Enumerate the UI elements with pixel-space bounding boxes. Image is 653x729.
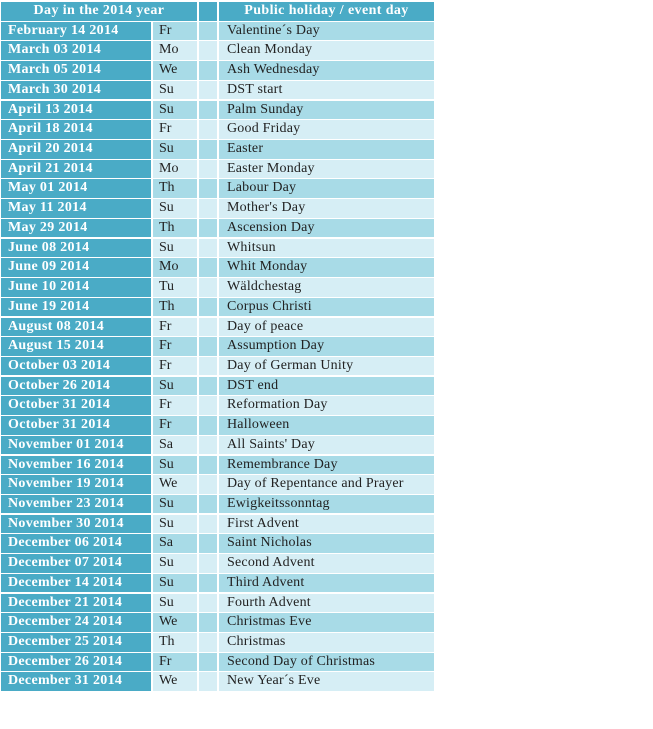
weekday-cell: Su (153, 495, 197, 514)
spacer-cell (199, 396, 217, 415)
spacer-cell (199, 278, 217, 297)
event-cell: Ash Wednesday (219, 61, 434, 80)
spacer-cell (199, 436, 217, 455)
date-cell: November 30 2014 (1, 515, 151, 534)
date-cell: November 23 2014 (1, 495, 151, 514)
table-row (1, 239, 434, 259)
header-spacer (199, 2, 217, 21)
table-row (1, 554, 434, 574)
table-row (1, 534, 434, 554)
date-cell: November 16 2014 (1, 456, 151, 475)
event-cell: Valentine´s Day (219, 22, 434, 41)
event-cell: New Year´s Eve (219, 672, 434, 691)
weekday-cell: Su (153, 101, 197, 120)
weekday-cell: Su (153, 456, 197, 475)
table-row (1, 318, 434, 338)
spacer-cell (199, 377, 217, 396)
spacer-cell (199, 613, 217, 632)
table-row (1, 101, 434, 121)
event-cell: Third Advent (219, 574, 434, 593)
weekday-cell: Su (153, 199, 197, 218)
spacer-cell (199, 61, 217, 80)
table-row (1, 120, 434, 140)
spacer-cell (199, 515, 217, 534)
table-row (1, 357, 434, 377)
table-row (1, 377, 434, 397)
date-cell: March 03 2014 (1, 41, 151, 60)
weekday-cell: Mo (153, 160, 197, 179)
table-row (1, 61, 434, 81)
weekday-cell: We (153, 61, 197, 80)
event-cell: Ewigkeitssonntag (219, 495, 434, 514)
table-row (1, 653, 434, 673)
spacer-cell (199, 416, 217, 435)
event-cell: Day of German Unity (219, 357, 434, 376)
spacer-cell (199, 219, 217, 238)
event-cell: Easter Monday (219, 160, 434, 179)
event-cell: Ascension Day (219, 219, 434, 238)
table-row (1, 613, 434, 633)
date-cell: December 24 2014 (1, 613, 151, 632)
date-cell: August 15 2014 (1, 337, 151, 356)
spacer-cell (199, 179, 217, 198)
weekday-cell: Fr (153, 357, 197, 376)
table-row (1, 199, 434, 219)
event-cell: Assumption Day (219, 337, 434, 356)
weekday-cell: Mo (153, 258, 197, 277)
date-cell: December 07 2014 (1, 554, 151, 573)
spacer-cell (199, 672, 217, 691)
event-cell: Whitsun (219, 239, 434, 258)
spacer-cell (199, 81, 217, 100)
weekday-cell: Su (153, 554, 197, 573)
weekday-cell: Th (153, 179, 197, 198)
date-cell: June 08 2014 (1, 239, 151, 258)
date-cell: April 18 2014 (1, 120, 151, 139)
table-row (1, 515, 434, 535)
weekday-cell: Fr (153, 120, 197, 139)
table-row (1, 633, 434, 653)
date-cell: October 26 2014 (1, 377, 151, 396)
spacer-cell (199, 160, 217, 179)
spacer-cell (199, 574, 217, 593)
spacer-cell (199, 298, 217, 317)
table-row (1, 416, 434, 436)
spacer-cell (199, 120, 217, 139)
date-cell: December 14 2014 (1, 574, 151, 593)
event-cell: Fourth Advent (219, 594, 434, 613)
date-cell: December 06 2014 (1, 534, 151, 553)
spacer-cell (199, 534, 217, 553)
event-cell: Easter (219, 140, 434, 159)
event-cell: Corpus Christi (219, 298, 434, 317)
weekday-cell: Mo (153, 41, 197, 60)
spacer-cell (199, 22, 217, 41)
date-cell: November 01 2014 (1, 436, 151, 455)
weekday-cell: Su (153, 515, 197, 534)
date-cell: June 19 2014 (1, 298, 151, 317)
spacer-cell (199, 101, 217, 120)
event-cell: Palm Sunday (219, 101, 434, 120)
spacer-cell (199, 258, 217, 277)
weekday-cell: Fr (153, 416, 197, 435)
weekday-cell: Fr (153, 653, 197, 672)
table-row (1, 672, 434, 692)
weekday-cell: Th (153, 298, 197, 317)
spacer-cell (199, 41, 217, 60)
event-cell: Second Advent (219, 554, 434, 573)
spacer-cell (199, 594, 217, 613)
table-row (1, 179, 434, 199)
table-row (1, 594, 434, 614)
date-cell: December 25 2014 (1, 633, 151, 652)
weekday-cell: Su (153, 574, 197, 593)
event-cell: Wäldchestag (219, 278, 434, 297)
date-cell: March 05 2014 (1, 61, 151, 80)
date-cell: May 01 2014 (1, 179, 151, 198)
table-row (1, 140, 434, 160)
date-cell: March 30 2014 (1, 81, 151, 100)
date-cell: December 31 2014 (1, 672, 151, 691)
date-cell: June 09 2014 (1, 258, 151, 277)
table-row (1, 219, 434, 239)
weekday-cell: Su (153, 594, 197, 613)
date-cell: May 29 2014 (1, 219, 151, 238)
date-cell: February 14 2014 (1, 22, 151, 41)
event-cell: Halloween (219, 416, 434, 435)
event-cell: Saint Nicholas (219, 534, 434, 553)
event-cell: All Saints' Day (219, 436, 434, 455)
table-header (1, 2, 434, 22)
date-cell: May 11 2014 (1, 199, 151, 218)
spacer-cell (199, 653, 217, 672)
table-row (1, 81, 434, 101)
event-cell: Remembrance Day (219, 456, 434, 475)
spacer-cell (199, 633, 217, 652)
table-row (1, 160, 434, 180)
spacer-cell (199, 337, 217, 356)
weekday-cell: Fr (153, 318, 197, 337)
weekday-cell: Sa (153, 534, 197, 553)
spacer-cell (199, 357, 217, 376)
weekday-cell: We (153, 475, 197, 494)
weekday-cell: Th (153, 633, 197, 652)
date-cell: April 13 2014 (1, 101, 151, 120)
date-cell: April 20 2014 (1, 140, 151, 159)
spacer-cell (199, 140, 217, 159)
table-row (1, 574, 434, 594)
weekday-cell: Su (153, 239, 197, 258)
weekday-cell: We (153, 613, 197, 632)
table-body (1, 22, 434, 692)
date-cell: October 31 2014 (1, 416, 151, 435)
weekday-cell: Fr (153, 22, 197, 41)
date-cell: August 08 2014 (1, 318, 151, 337)
event-cell: DST end (219, 377, 434, 396)
table-row (1, 278, 434, 298)
spacer-cell (199, 456, 217, 475)
header-day-column: Day in the 2014 year (1, 2, 197, 21)
weekday-cell: Fr (153, 396, 197, 415)
date-cell: October 03 2014 (1, 357, 151, 376)
event-cell: Mother's Day (219, 199, 434, 218)
spacer-cell (199, 554, 217, 573)
date-cell: November 19 2014 (1, 475, 151, 494)
weekday-cell: Su (153, 81, 197, 100)
event-cell: Christmas Eve (219, 613, 434, 632)
event-cell: Whit Monday (219, 258, 434, 277)
table-row (1, 22, 434, 42)
table-row (1, 436, 434, 456)
table-row (1, 475, 434, 495)
spacer-cell (199, 199, 217, 218)
table-row (1, 456, 434, 476)
holiday-table (1, 2, 434, 692)
weekday-cell: Su (153, 140, 197, 159)
table-row (1, 396, 434, 416)
date-cell: April 21 2014 (1, 160, 151, 179)
table-row (1, 337, 434, 357)
event-cell: Day of peace (219, 318, 434, 337)
weekday-cell: We (153, 672, 197, 691)
table-row (1, 258, 434, 278)
event-cell: DST start (219, 81, 434, 100)
weekday-cell: Tu (153, 278, 197, 297)
weekday-cell: Su (153, 377, 197, 396)
event-cell: Second Day of Christmas (219, 653, 434, 672)
weekday-cell: Th (153, 219, 197, 238)
spacer-cell (199, 239, 217, 258)
event-cell: Reformation Day (219, 396, 434, 415)
table-row (1, 298, 434, 318)
event-cell: Christmas (219, 633, 434, 652)
event-cell: Labour Day (219, 179, 434, 198)
table-row (1, 495, 434, 515)
spacer-cell (199, 495, 217, 514)
date-cell: December 21 2014 (1, 594, 151, 613)
event-cell: Clean Monday (219, 41, 434, 60)
weekday-cell: Fr (153, 337, 197, 356)
date-cell: October 31 2014 (1, 396, 151, 415)
event-cell: Day of Repentance and Prayer (219, 475, 434, 494)
event-cell: First Advent (219, 515, 434, 534)
table-row (1, 41, 434, 61)
date-cell: June 10 2014 (1, 278, 151, 297)
spacer-cell (199, 318, 217, 337)
date-cell: December 26 2014 (1, 653, 151, 672)
header-event-column: Public holiday / event day (219, 2, 434, 21)
spacer-cell (199, 475, 217, 494)
event-cell: Good Friday (219, 120, 434, 139)
weekday-cell: Sa (153, 436, 197, 455)
